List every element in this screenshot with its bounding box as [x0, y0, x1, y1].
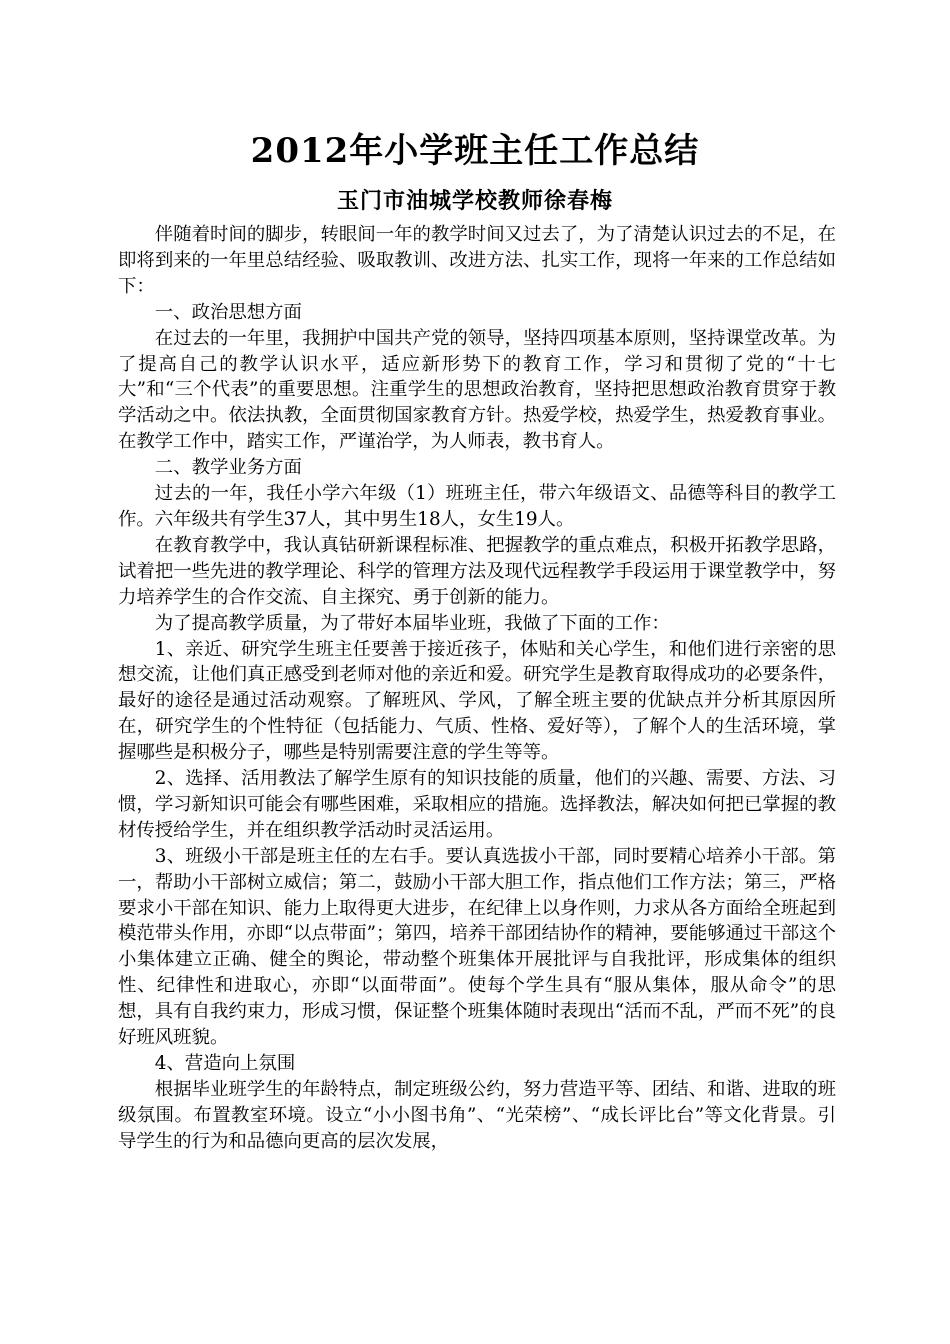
paragraph-item-2: 2、选择、活用教法了解学生原有的知识技能的质量，他们的兴趣、需要、方法、习惯，学习新知识可能会有哪些困难，采取相应的措施。选择教法，解决如何把已掌握的教材传授给学生，并在组织教学活动时灵活运用。 [118, 768, 836, 841]
paragraph-class-info: 过去的一年，我任小学六年级（1）班班主任，带六年级语文、品德等科目的教学工作。六年级共有学生37人，其中男生18人，女生19人。 [118, 483, 836, 530]
paragraph-politics: 在过去的一年里，我拥护中国共产党的领导，坚持四项基本原则，坚持课堂改革。为了提高自己的教学认识水平，适应新形势下的教育工作，学习和贯彻了党的“十七大”和“三个代表”的重要思想。注重学生的思想政治教育，坚持把思想政治教育贯穿于教学活动之中。依法执教，全面贯彻国家教育方针。热爱学校，热爱学生，热爱教育事业。在教学工作中，踏实工作，严谨治学，为人师表，教书育人。 [118, 327, 836, 453]
paragraph-item-4: 根据毕业班学生的年龄特点，制定班级公约，努力营造平等、团结、和谐、进取的班级氛围。布置教室环境。设立“小小图书角”、“光荣榜”、“成长评比台”等文化背景。引导学生的行为和品德向更高的层次发展， [118, 1078, 836, 1152]
paragraph-item-1: 1、亲近、研究学生班主任要善于接近孩子，体贴和关心学生，和他们进行亲密的思想交流，让他们真正感受到老师对他的亲近和爱。研究学生是教育取得成功的必要条件，最好的途径是通过活动观察。了解班风、学风，了解全班主要的优缺点并分析其原因所在，研究学生的个性特征（包括能力、气质、性格、爱好等），了解个人的生活环境，掌握哪些是积极分子，哪些是特别需要注意的学生等等。 [118, 638, 836, 764]
author-line: 玉门市油城学校教师徐春梅 [336, 188, 613, 214]
document-title: 2012年小学班主任工作总结 [250, 131, 700, 171]
paragraph-item-3: 3、班级小干部是班主任的左右手。要认真选拔小干部，同时要精心培养小干部。第一，帮助小干部树立威信；第二，鼓励小干部大胆工作，指点他们工作方法；第三，严格要求小干部在知识、能力上取得更大进步，在纪律上以身作则，力求从各方面给全班起到模范带头作用，亦即“以点带面”；第四，培养干部团结协作的精神，要能够通过干部这个小集体建立正确、健全的舆论，带动整个班集体开展批评与自我批评，形成集体的组织性、纪律性和进取心，亦即“以面带面”。使每个学生具有“服从集体，服从命令”的思想，具有自我约束力，形成习惯，保证整个班集体随时表现出“活而不乱，严而不死”的良好班风班貌。 [118, 845, 836, 1049]
paragraph-teaching-method: 在教育教学中，我认真钻研新课程标准、把握教学的重点难点，积极开拓教学思路，试着把一些先进的教学理论、科学的管理方法及现代远程教学手段运用于课堂教学中，努力培养学生的合作交流、自主探究、勇于创新的能力。 [118, 534, 836, 608]
section-heading-teaching: 二、教学业务方面 [154, 457, 302, 479]
paragraph-item-4-heading: 4、营造向上氛围 [154, 1053, 296, 1074]
section-heading-politics: 一、政治思想方面 [154, 301, 302, 323]
paragraph-work-intro: 为了提高教学质量，为了带好本届毕业班，我做了下面的工作： [154, 612, 670, 634]
document-body [118, 222, 836, 1155]
intro-paragraph: 伴随着时间的脚步，转眼间一年的教学时间又过去了，为了清楚认识过去的不足，在即将到来的一年里总结经验、吸取教训、改进方法、扎实工作，现将一年来的工作总结如下： [118, 224, 836, 297]
